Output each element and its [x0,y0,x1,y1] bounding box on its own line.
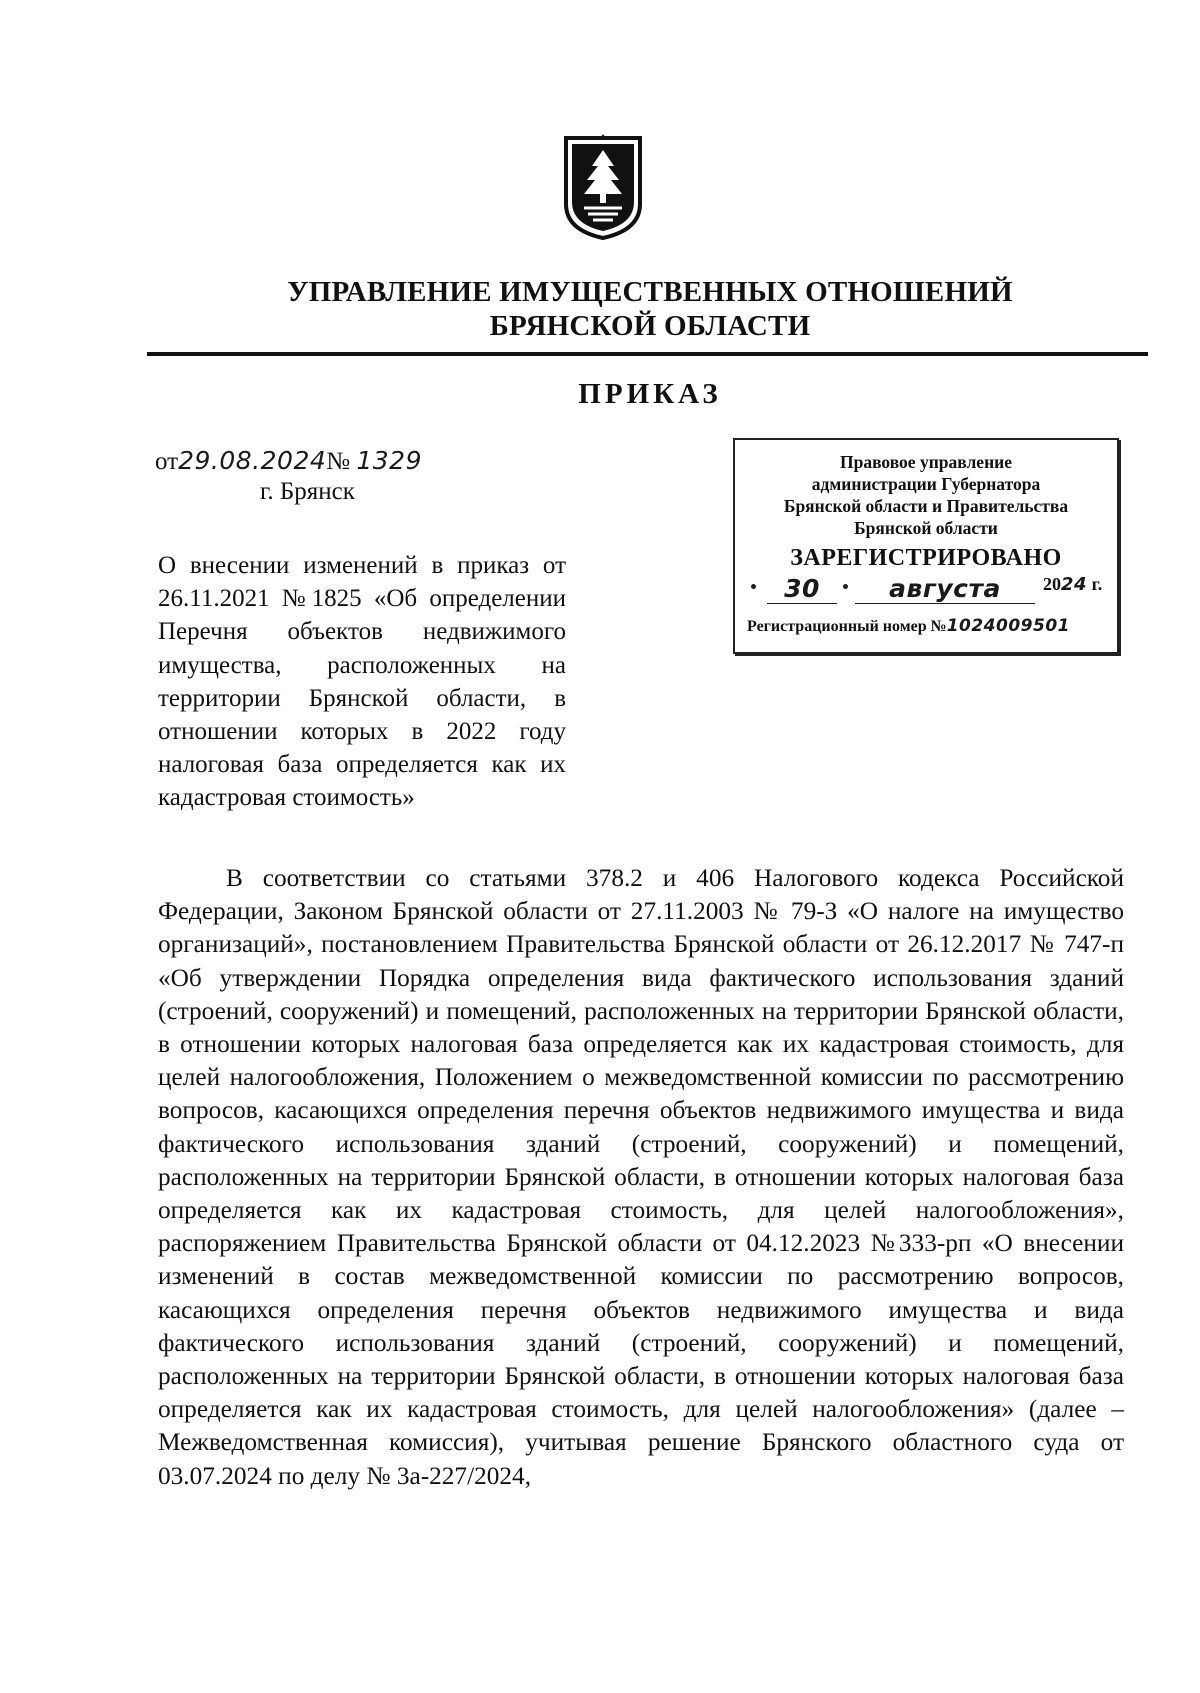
stamp-line4: Брянской области [854,518,998,538]
date-prefix: от [155,448,179,475]
stamp-line3: Брянской области и Правительства [783,496,1069,516]
order-date: 29.08.2024 [178,446,327,475]
header-divider [147,352,1148,356]
stamp-year-unit: г. [1091,574,1103,594]
city-name: г. Брянск [260,478,355,505]
registration-stamp [733,438,1119,654]
organization-name-line2: БРЯНСКОЙ ОБЛАСТИ [489,310,811,342]
coat-of-arms-emblem [562,134,644,242]
stamp-line2: администрации Губернатора [811,474,1041,494]
order-body-paragraph: В соответствии со статьями 378.2 и 406 Налогового кодекса Российской Федерации, Законом Брянской области от 27.11.2003 № 79-З «О налоге на имущество организаций», постановлением Правительства Брянской области от 26.12.2017 № 747-п «Об утверждении Порядка определения вида фактического использования зданий (строений, сооружений) и помещений, расположенных на территории Брянской области, в отношении которых налоговая база определяется как их кадастровая стоимость, для целей налогообложения, Положением о межведомственной комиссии по рассмотрению вопросов, касающихся определения перечня объектов недвижимого имущества и вида фактического использования зданий (строений, сооружений) и помещений, расположенных на территории Брянской области, в отношении которых налоговая база определяется как их кадастровая стоимость, для целей налогообложения», распоряжением Правительства Брянской области от 04.12.2023 №333-рп «О внесении изменений в состав межведомственной комиссии по рассмотрению вопросов, касающихся определения перечня объектов недвижимого имущества и вида фактического использования зданий (строений, сооружений) и помещений, расположенных на территории Брянской области, в отношении которых налоговая база определяется как их кадастровая стоимость, для целей налогообложения» (далее – Межведомственная комиссия), учитывая решение Брянского областного суда от 03.07.2024 по делу № 3а-227/2024, [158,864,1124,1490]
stamp-day: 30 [767,574,837,604]
stamp-year-prefix: 20 [1043,574,1061,594]
stamp-date-row [747,574,1107,604]
stamp-line1: Правовое управление [839,452,1013,472]
stamp-title: ЗАРЕГИСТРИРОВАНО [790,545,1062,571]
order-date-number-row [155,446,422,476]
document-type-title: ПРИКАЗ [578,378,722,410]
stamp-dot [843,584,848,589]
number-prefix: № [326,448,351,475]
stamp-registration-row [747,616,1109,636]
order-number: 1329 [356,446,422,475]
stamp-reg-label: Регистрационный номер № [747,618,947,635]
order-subject: О внесении изменений в приказ от 26.11.2021 №1825 «Об определении Перечня объектов недвижимого имущества, расположенных на территории Брянской области, в отношении которых в 2022 году налоговая база определяется как их кадастровая стоимость» [158,552,566,812]
stamp-month: августа [855,574,1035,604]
stamp-reg-number: 1024009501 [946,616,1070,636]
stamp-year [1043,574,1102,595]
organization-name-line1: УПРАВЛЕНИЕ ИМУЩЕСТВЕННЫХ ОТНОШЕНИЙ [287,276,1013,308]
stamp-dot [751,584,756,589]
stamp-year-suffix: 24 [1061,574,1088,595]
